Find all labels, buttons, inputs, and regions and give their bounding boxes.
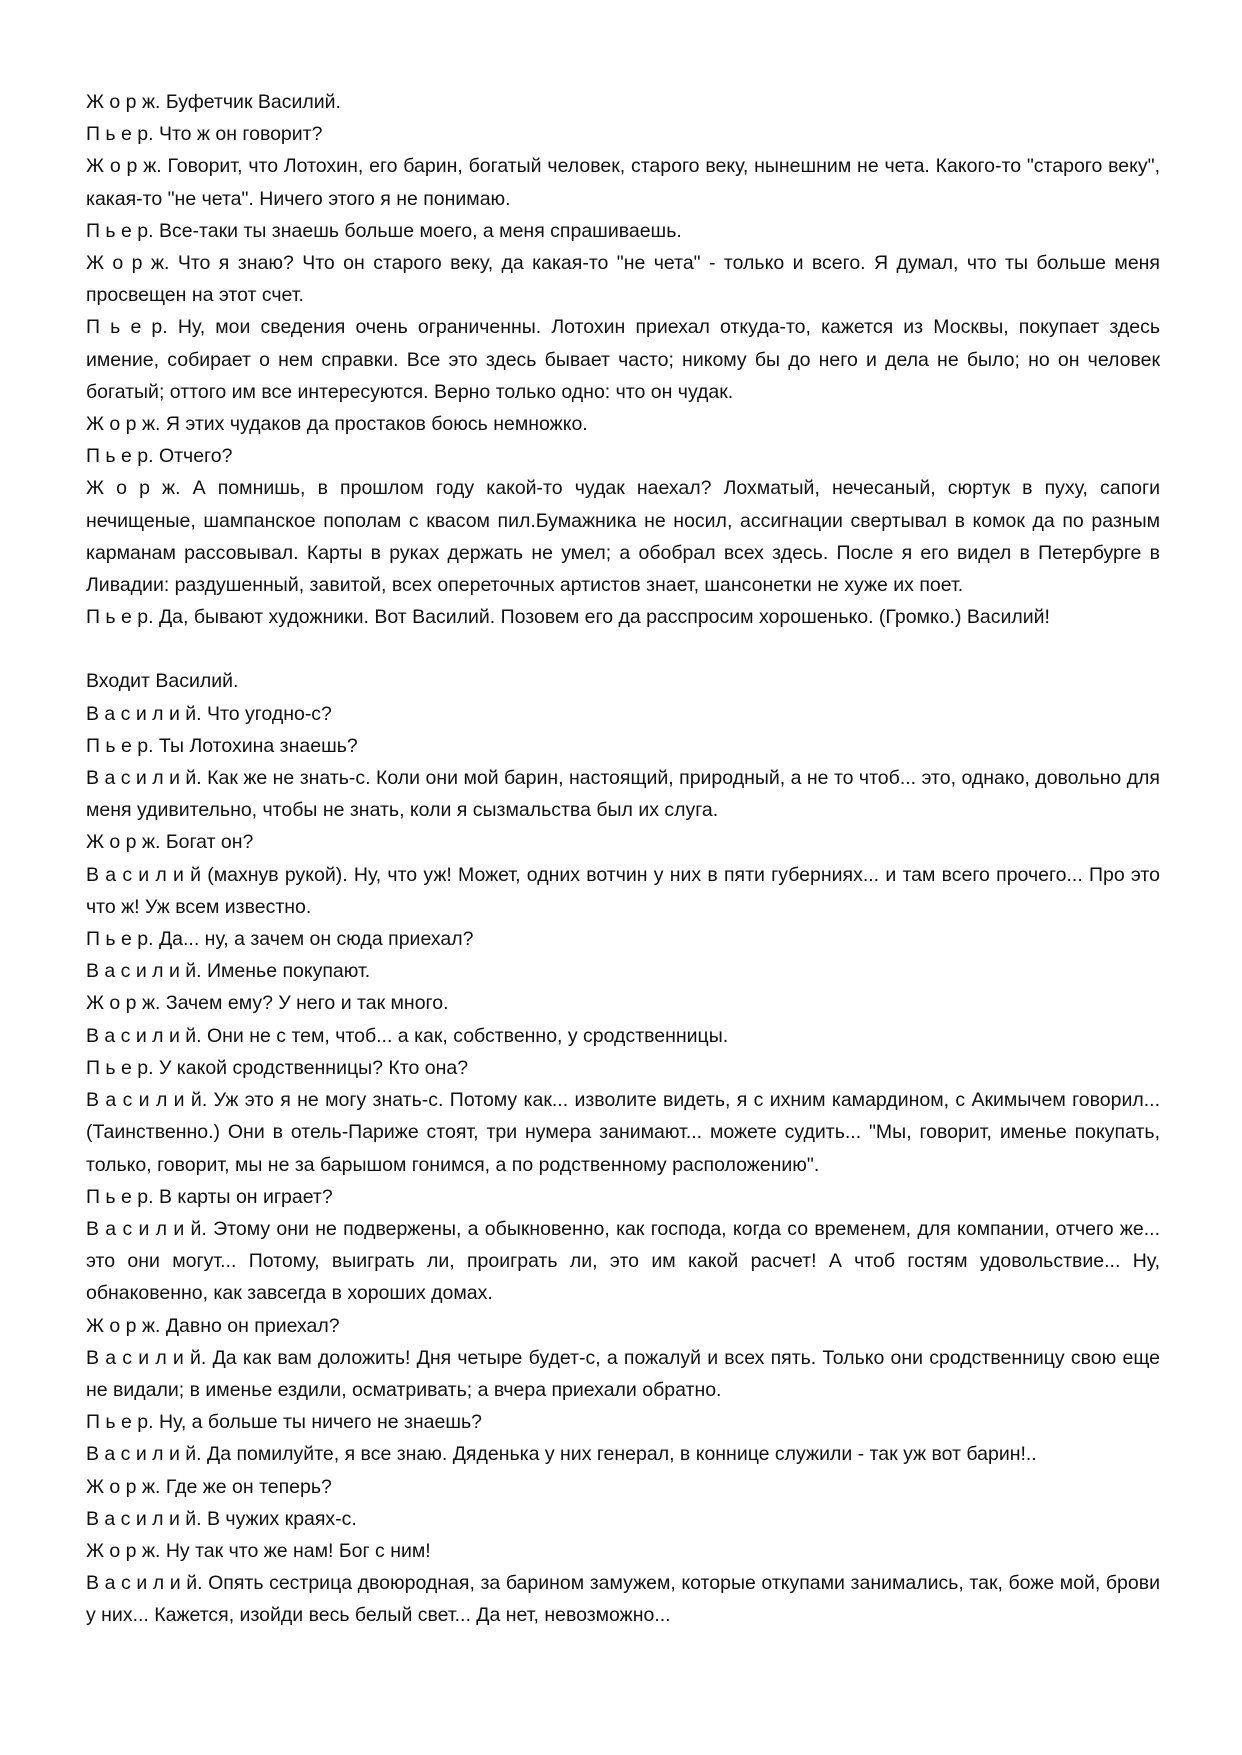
dialogue-line: В а с и л и й. Опять сестрица двоюродная, за барином замужем, которые откупами занимались, так, боже мой, брови у них... Кажется, изойди весь белый свет... Да нет, невозможно... xyxy=(86,1572,1160,1627)
dialogue-line: В а с и л и й. Что угодно-с? xyxy=(86,702,332,725)
dialogue-line: Ж о р ж. Буфетчик Василий. xyxy=(86,91,341,113)
dialogue-line: В а с и л и й (махнув рукой). Ну, что уж! Может, одних вотчин у них в пяти губерниях... и там всего прочего... Про это что ж! Уж всем известно. xyxy=(86,863,1160,918)
dialogue-line: В а с и л и й. Именье покупают. xyxy=(86,960,371,983)
dialogue-line: Ж о р ж. Говорит, что Лотохин, его барин, богатый человек, старого веку, нынешним не чета. Какого-то "старого веку", какая-то "не чета". Ничего этого я не понимаю. xyxy=(86,155,1160,210)
dialogue-line: П ь е р. Что ж он говорит? xyxy=(86,123,323,146)
dialogue-line: В а с и л и й. Да как вам доложить! Дня четыре будет-с, а пожалуй и всех пять. Только они сродственницу свою еще не видали; в именье ездили, осматривать; а вчера приехали обратно. xyxy=(86,1346,1160,1401)
dialogue-line: Ж о р ж. Где же он теперь? xyxy=(86,1475,332,1498)
dialogue-line: В а с и л и й. Они не с тем, чтоб... а как, собственно, у сродственницы. xyxy=(86,1024,729,1047)
dialogue-line: П ь е р. Ну, а больше ты ничего не знаешь? xyxy=(86,1411,483,1434)
dialogue-line: В а с и л и й. Уж это я не могу знать-с. Потому как... изволите видеть, я с ихним камардином, с Акимычем говорил... (Таинственно.) Они в отель-Париже стоят, три нумера занимают... можете судить... "Мы, говорит, именье покупать, только, говорит, мы не за барышом гонимся, а по родственному расположению". xyxy=(86,1089,1160,1176)
dialogue-line: В а с и л и й. Этому они не подвержены, а обыкновенно, как господа, когда со временем, для компании, отчего же... это они могут... Потому, выиграть ли, проиграть ли, это им какой расчет! А чтоб гостям удовольствие... Ну, обнаковенно, как завсегда в хороших домах. xyxy=(86,1217,1160,1305)
dialogue-line: Ж о р ж. Богат он? xyxy=(86,831,254,854)
dialogue-line: П ь е р. Ну, мои сведения очень ограниченны. Лотохин приехал откуда-то, кажется из Москвы, покупает здесь имение, собирает о нем справки. Все это здесь бывает часто; никому бы до него и дела не было; но он человек богатый; оттого им все интересуются. Верно только одно: что он чудак. xyxy=(86,316,1160,403)
dialogue-line: П ь е р. Ты Лотохина знаешь? xyxy=(86,734,358,757)
paragraph-gap xyxy=(86,633,1160,665)
dialogue-line: П ь е р. Да, бывают художники. Вот Василий. Позовем его да расспросим хорошенько. (Громко.) Василий! xyxy=(86,606,1050,629)
stage-direction: Входит Василий. xyxy=(86,670,239,693)
dialogue-line: Ж о р ж. Зачем ему? У него и так много. xyxy=(86,992,449,1015)
dialogue-line: В а с и л и й. Да помилуйте, я все знаю. Дяденька у них генерал, в коннице служили - так уж вот барин!.. xyxy=(86,1443,1037,1466)
dialogue-line: Ж о р ж. Ну так что же нам! Бог с ним! xyxy=(86,1539,431,1562)
dialogue-line: В а с и л и й. Как же не знать-с. Коли они мой барин, настоящий, природный, а не то чтоб... это, однако, довольно для меня удивительно, чтобы не знать, коли я сызмальства был их слуга. xyxy=(86,767,1160,822)
dialogue-line: Ж о р ж. Я этих чудаков да простаков боюсь немножко. xyxy=(86,413,588,436)
dialogue-line: П ь е р. Все-таки ты знаешь больше моего, а меня спрашиваешь. xyxy=(86,219,682,242)
dialogue-line: В а с и л и й. В чужих краях-с. xyxy=(86,1507,357,1530)
dialogue-line: Ж о р ж. Что я знаю? Что он старого веку, да какая-то "не чета" - только и всего. Я думал, что ты больше меня просвещен на этот счет. xyxy=(86,252,1160,307)
dialogue-line: П ь е р. В карты он играет? xyxy=(86,1185,333,1208)
dialogue-line: Ж о р ж. Давно он приехал? xyxy=(86,1314,340,1337)
dialogue-line: П ь е р. Да... ну, а зачем он сюда приехал? xyxy=(86,928,474,951)
dialogue-line: П ь е р. Отчего? xyxy=(86,445,233,468)
dialogue-line: Ж о р ж. А помнишь, в прошлом году какой-то чудак наехал? Лохматый, нечесаный, сюртук в пуху, сапоги нечищеные, шампанское пополам с квасом пил.Бумажника не носил, ассигнации свертывал в комок да по разным карманам рассовывал. Карты в руках держать не умел; а обобрал всех здесь. После я его видел в Петербурге в Ливадии: раздушенный, завитой, всех опереточных артистов знает, шансонетки не хуже их поет. xyxy=(86,477,1160,597)
dialogue-line: П ь е р. У какой сродственницы? Кто она? xyxy=(86,1056,469,1079)
